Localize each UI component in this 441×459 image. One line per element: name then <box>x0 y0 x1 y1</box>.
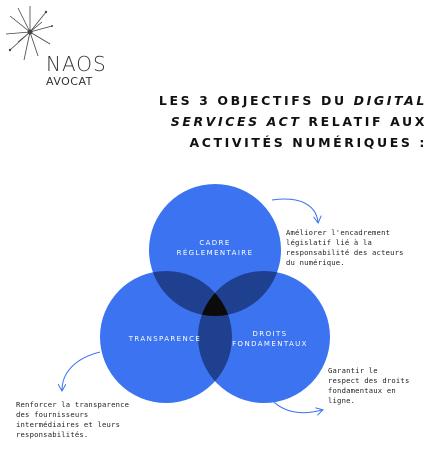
label-cadre-line2: RÉGLEMENTAIRE <box>176 249 254 257</box>
note-top-right-line2: législatif lié à la <box>286 238 373 247</box>
label-transparence <box>115 334 215 344</box>
note-bottom-left-line4: responsabilités. <box>16 430 89 439</box>
note-bottom-right-line2: respect des droits <box>328 376 410 385</box>
note-bottom-left-line1: Renforcer la transparence <box>16 400 130 409</box>
note-top-right-line1: Améliorer l'encadrement <box>286 228 391 237</box>
logo-subtitle: AVOCAT <box>46 75 93 88</box>
note-bottom-right-line3: fondamentaux en <box>328 386 396 395</box>
arrow-bottom-left <box>62 352 100 390</box>
arrow-top-right <box>272 199 318 222</box>
note-transparence <box>16 400 166 440</box>
label-droits-line2: FONDAMENTAUX <box>232 340 308 348</box>
title-line1-em: DIGITAL <box>353 93 427 108</box>
note-droits-fondamentaux <box>328 366 438 406</box>
label-droits-fondamentaux <box>220 329 320 349</box>
note-top-right-line3: responsabilité des acteurs <box>286 248 404 257</box>
note-bottom-right-line1: Garantir le <box>328 366 378 375</box>
label-droits-line1: DROITS <box>252 330 288 338</box>
label-transparence-line1: TRANSPARENCE <box>128 335 202 343</box>
note-bottom-left-line3: intermédiaires et leurs <box>16 420 121 429</box>
note-bottom-right-line4: ligne. <box>328 396 356 405</box>
label-cadre-reglementaire <box>165 238 265 258</box>
title-line2-em: SERVICES ACT <box>170 114 302 129</box>
title-line3: ACTIVITÉS NUMÉRIQUES : <box>189 135 427 150</box>
logo-name: NAOS <box>46 52 107 76</box>
label-cadre-line1: CADRE <box>199 239 231 247</box>
note-cadre-reglementaire <box>286 228 436 268</box>
title-line2: RELATIF AUX <box>301 114 427 129</box>
title-line1: LES 3 OBJECTIFS DU <box>158 93 354 108</box>
note-bottom-left-line2: des fournisseurs <box>16 410 89 419</box>
note-top-right-line4: du numérique. <box>286 258 345 267</box>
